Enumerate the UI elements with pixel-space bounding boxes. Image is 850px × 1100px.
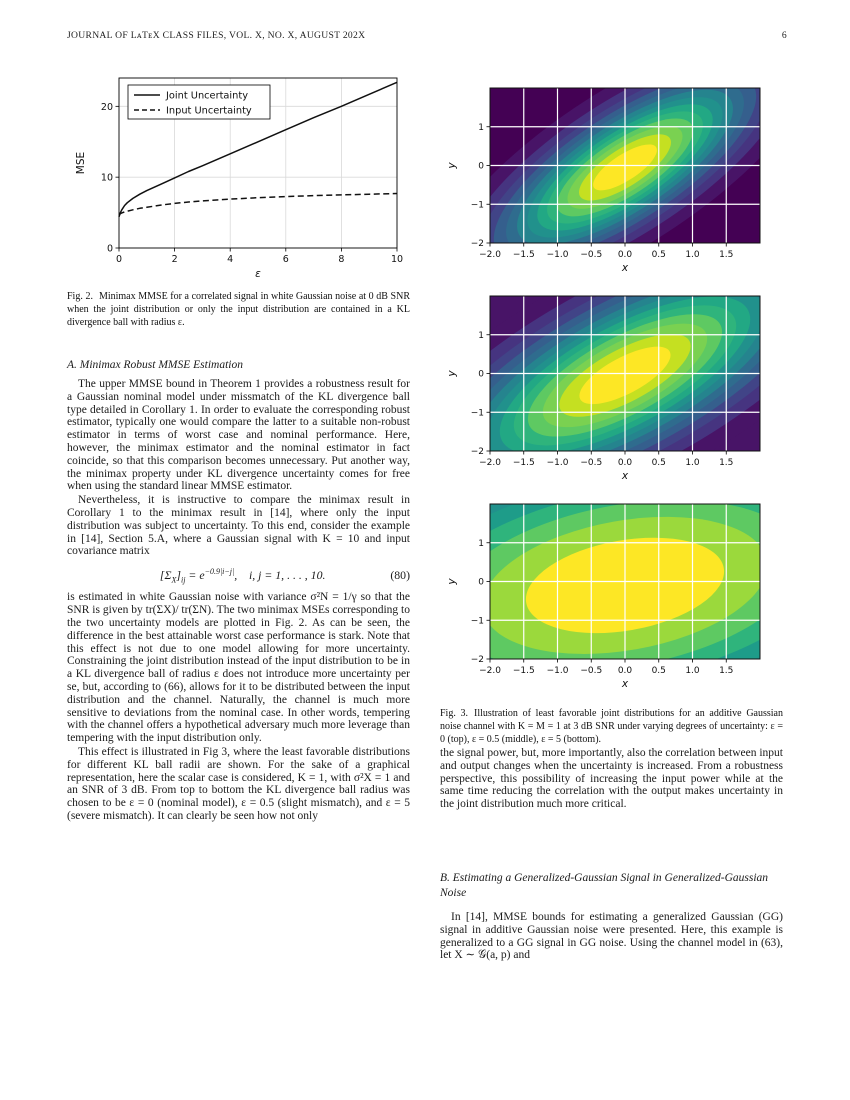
svg-text:y: y [446,370,458,377]
fig3-contour-middle [440,291,783,483]
svg-text:20: 20 [100,101,113,113]
svg-text:x: x [621,262,629,274]
svg-text:−1.0: −1.0 [546,458,569,468]
svg-text:10: 10 [390,254,404,265]
svg-text:−1.0: −1.0 [546,250,569,260]
svg-text:1.5: 1.5 [719,666,734,676]
svg-text:1.0: 1.0 [685,666,700,676]
svg-text:4: 4 [227,254,234,265]
svg-text:−1: −1 [470,616,484,627]
svg-text:0.0: 0.0 [617,250,633,260]
fig2-caption-text: Minimax MMSE for a correlated signal in white Gaussian noise at 0 dB SNR when the joint distribution or only the input distribution are contained in a KL divergence ball with radius ε. [67,291,410,328]
svg-text:10: 10 [100,172,113,184]
paragraph-a2: Nevertheless, it is instructive to compare the minimax result in Corollary 1 to the minimax result in [14], where only the input distribution was subject to uncertainty. To this end, consider the example in [14], Section 5.A, where a Gaussian signal with K = 10 and input covariance matrix [67,494,410,558]
svg-text:−0.5: −0.5 [580,250,603,260]
svg-text:1: 1 [478,122,484,133]
svg-text:1.5: 1.5 [719,250,734,260]
svg-text:Joint Uncertainty: Joint Uncertainty [166,90,249,102]
paragraph-a1: The upper MMSE bound in Theorem 1 provides a robustness result for a Gaussian nominal model under missmatch of the KL divergence ball type detailed in Corollary 1. In order to evaluate the corresponding robust estimator, typically one would compare the latter to a suitable non-robust estimator in terms of worst case and nominal performance. Here, however, the minimax estimator and the nominal estimator in fact coincide, so that this comparison becomes unnecessary. Put another way, the minimax property under KL divergence uncertainty comes for free when using the standard linear MMSE estimator. [67,378,410,493]
svg-text:0: 0 [478,577,484,588]
svg-text:−2.0: −2.0 [479,458,501,468]
svg-text:1: 1 [478,538,484,549]
equation-subscript-ij: ij [181,575,186,585]
section-a-heading: A. Minimax Robust MMSE Estimation [67,359,243,371]
fig3-contour-top [440,83,783,275]
svg-text:6: 6 [282,254,289,265]
fig3-caption [440,707,783,746]
fig2-caption [67,290,410,329]
svg-text:0.5: 0.5 [651,458,666,468]
paragraph-right-1: the signal power, but, more importantly, also the correlation between input and output changes when the uncertainty is increased. From a robustness perspective, this possibility of increasing the input power while at the same time reducing the correlation with the output makes uncertainty in the joint distribution much more critical. [440,747,783,811]
svg-text:Input Uncertainty: Input Uncertainty [166,105,252,117]
svg-text:ε: ε [255,268,261,280]
fig3-contour-bottom [440,499,783,691]
svg-text:−0.5: −0.5 [580,666,603,676]
paragraph-b1: In [14], MMSE bounds for estimating a generalized Gaussian (GG) signal in additive Gaussian noise were presented. Here, this example is generalized to a GG signal in GG noise. Using the channel model in (63), let X ∼ 𝒢(a, p) and [440,910,783,962]
svg-text:MSE: MSE [75,151,87,175]
svg-text:1.0: 1.0 [685,458,700,468]
page-number: 6 [781,30,787,41]
equation-body [95,567,390,584]
svg-text:−1: −1 [470,408,484,419]
section-b-heading: B. Estimating a Generalized-Gaussian Signal in Generalized-Gaussian Noise [440,871,769,899]
equation-exponent: −0.9|i−j| [204,567,235,577]
equation-term: ] [176,568,182,583]
equation-term: [Σ [159,568,172,583]
svg-text:1: 1 [478,330,484,341]
svg-text:8: 8 [338,254,345,265]
equation-number: (80) [390,568,410,583]
svg-text:0: 0 [106,243,113,255]
fig2-line-chart [67,65,410,280]
equation-subscript-x: X [171,575,177,585]
paragraph-a4: This effect is illustrated in Fig 3, where the least favorable distributions for different KL ball radii are shown. For the sake of a graphical representation, here the scalar case is considered, K = 1, with σ²X = 1 and an SNR of 3 dB. From top to bottom the KL divergence ball radius was chosen to be ε = 0 (nominal model), ε = 0.5 (slight mismatch), and ε = 5 (severe mismatch). It can clearly be seen how not only [67,746,410,822]
fig2-caption-label: Fig. 2. [67,291,93,302]
svg-text:0: 0 [115,254,123,265]
svg-text:0: 0 [478,161,484,172]
svg-text:−1.5: −1.5 [512,250,535,260]
svg-text:1.5: 1.5 [719,458,734,468]
right-column [440,65,783,962]
journal-header-text: JOURNAL OF LᴀTᴇX CLASS FILES, VOL. X, NO. X, AUGUST 202X [67,30,366,41]
equation-80 [67,567,410,584]
paragraph-a3: is estimated in white Gaussian noise with variance σ²N = 1/γ so that the SNR is given by tr(ΣX)/ tr(ΣN). The two minimax MSEs corresponding to the two uncertainty models are plotted in Fig. 2. As can be seen, the difference in the best attainable worst case performance is stark. Note that this effect is not due to one model allowing for more uncertainty. Constraining the joint distribution instead of the input distribution to be in a KL divergence ball of radius ε does not introduce more uncertainty per se, but, according to (66), allows for it to be distributed between the input distribution and the channel. Naturally, the channel is much more sensitive to deviations from the nominal case. In other words, tempering with the channel offers a hypothetical adversary much more leverage than tempering with the input distribution only. [67,591,410,745]
svg-text:0.0: 0.0 [617,666,633,676]
svg-text:−1.5: −1.5 [512,458,535,468]
svg-text:0.5: 0.5 [651,666,666,676]
running-header [67,30,787,41]
equation-tail: , i, j = 1, . . . , 10. [234,568,326,583]
svg-text:2: 2 [171,254,178,265]
svg-text:y: y [446,578,458,585]
svg-text:−1: −1 [470,200,484,211]
svg-text:x: x [621,470,629,482]
svg-text:−2.0: −2.0 [479,250,501,260]
svg-text:0.5: 0.5 [651,250,666,260]
fig3-caption-text: Illustration of least favorable joint distributions for an additive Gaussian noise channel with K = M = 1 at 3 dB SNR under varying degrees of uncertainty: ε = 0 (top), ε = 0.5 (middle), ε = 5 (bottom). [440,708,783,745]
fig3-caption-label: Fig. 3. [440,708,469,719]
left-column [67,65,410,823]
svg-text:−1.0: −1.0 [546,666,569,676]
svg-text:−2: −2 [470,239,484,249]
svg-text:−0.5: −0.5 [580,458,603,468]
equation-term: = e [185,568,205,583]
svg-text:x: x [621,678,629,690]
svg-text:−2: −2 [470,447,484,457]
svg-text:y: y [446,162,458,169]
svg-text:−2.0: −2.0 [479,666,501,676]
svg-text:1.0: 1.0 [685,250,700,260]
svg-text:−1.5: −1.5 [512,666,535,676]
svg-text:0.0: 0.0 [617,458,633,468]
svg-text:0: 0 [478,369,484,380]
svg-text:−2: −2 [470,655,484,665]
